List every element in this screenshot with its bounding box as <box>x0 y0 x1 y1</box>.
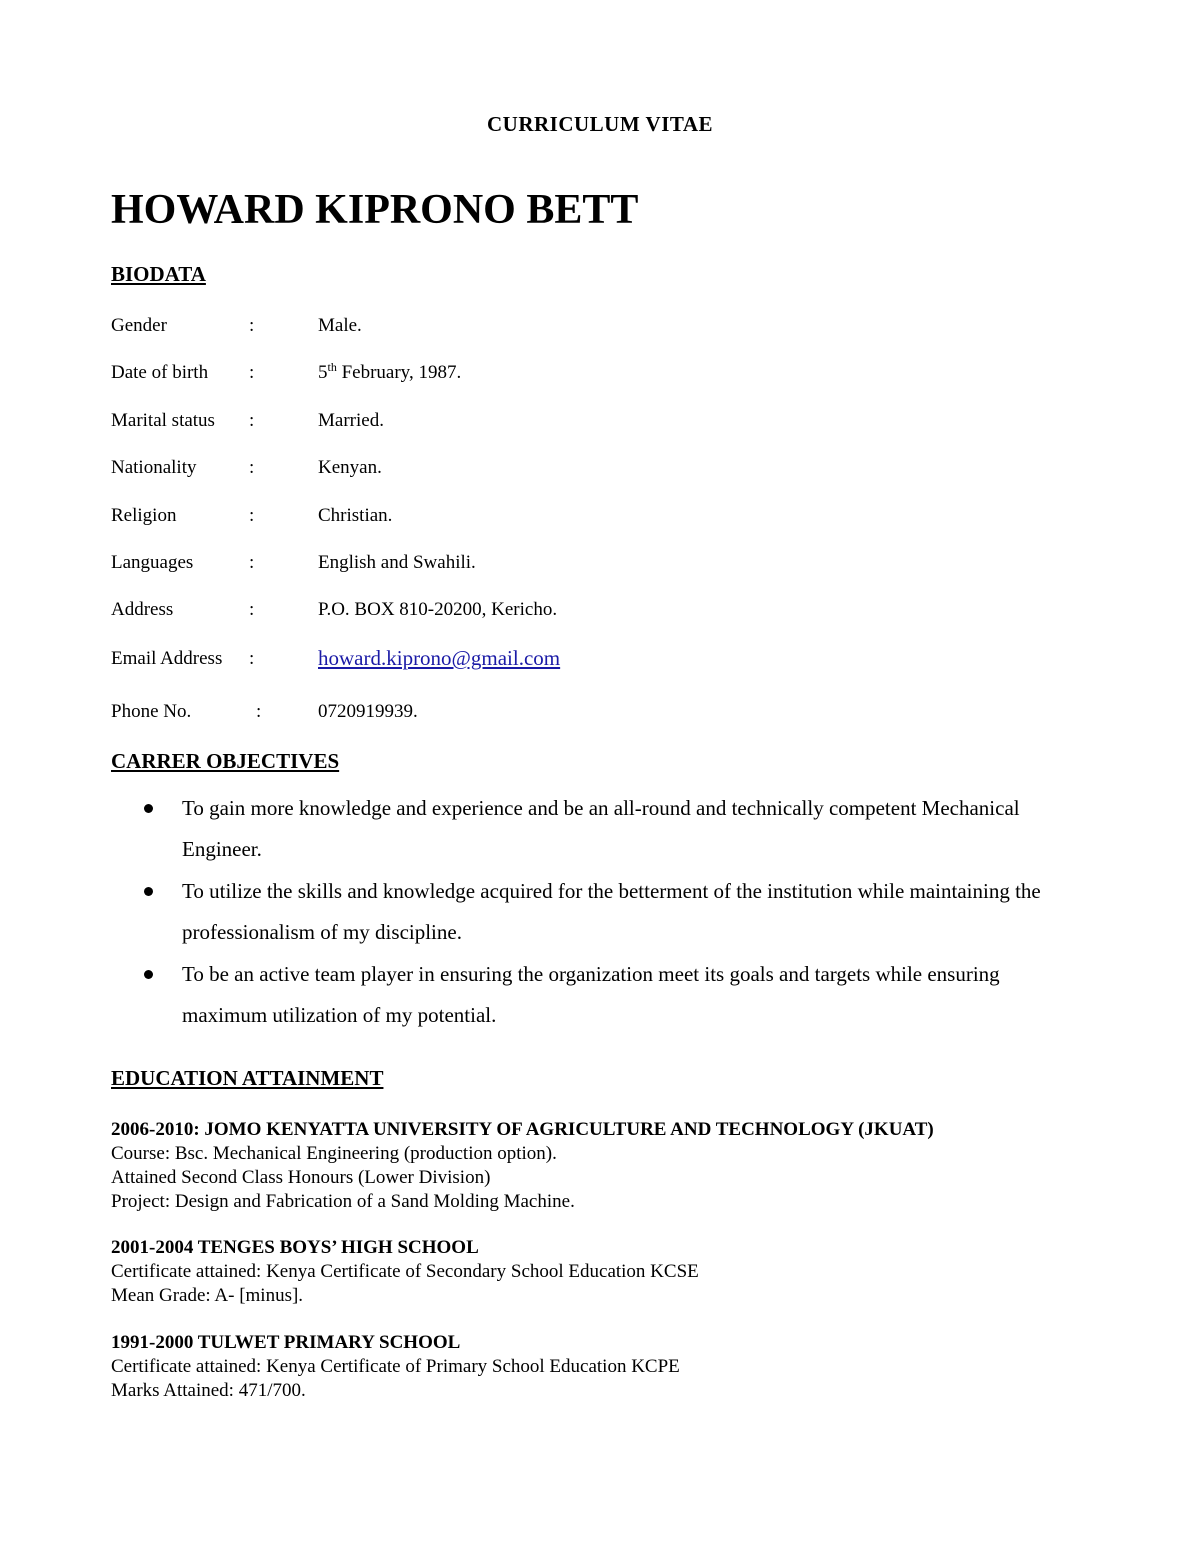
biodata-value: Christian. <box>318 505 393 526</box>
education-entry-line: Certificate attained: Kenya Certificate of Secondary School Education KCSE <box>111 1261 699 1282</box>
biodata-value: 0720919939. <box>318 701 418 722</box>
bullet-icon <box>144 804 153 813</box>
biodata-value <box>318 362 461 384</box>
biodata-heading: BIODATA <box>111 262 206 286</box>
education-heading: EDUCATION ATTAINMENT <box>111 1066 384 1090</box>
objective-item <box>111 871 1051 953</box>
biodata-value: Kenyan. <box>318 457 382 478</box>
biodata-separator: : <box>256 701 262 722</box>
biodata-separator: : <box>249 505 255 526</box>
biodata-label: Email Address <box>111 648 223 669</box>
biodata-label: Phone No. <box>111 701 192 722</box>
biodata-row-religion <box>111 505 1011 531</box>
biodata-separator: : <box>249 362 255 383</box>
education-entry-line: Project: Design and Fabrication of a Sand Molding Machine. <box>111 1191 575 1212</box>
biodata-row-nationality <box>111 457 1011 483</box>
education-entry-primary-school <box>111 1331 680 1403</box>
biodata-label: Gender <box>111 315 167 336</box>
applicant-name: HOWARD KIPRONO BETT <box>111 187 639 233</box>
bullet-icon <box>144 970 153 979</box>
biodata-separator: : <box>249 599 255 620</box>
birth-day: 5 <box>318 362 328 383</box>
email-link[interactable]: howard.kiprono@gmail.com <box>318 646 561 670</box>
biodata-value: English and Swahili. <box>318 552 476 573</box>
birth-month-year: February, 1987. <box>336 362 462 383</box>
biodata-row-address <box>111 599 1011 625</box>
education-entry-line: Course: Bsc. Mechanical Engineering (production option). <box>111 1143 557 1164</box>
biodata-row-email <box>111 648 1011 674</box>
biodata-row-marital-status <box>111 410 1011 436</box>
biodata-separator: : <box>249 410 255 431</box>
objective-item <box>111 954 1051 1036</box>
biodata-label: Languages <box>111 552 194 573</box>
objective-text: To be an active team player in ensuring the organization meet its goals and targets while ensuring maximum utilization of my potential. <box>182 962 1000 1027</box>
biodata-label: Nationality <box>111 457 197 478</box>
objectives-list <box>111 788 1051 1037</box>
education-entry-line: Certificate attained: Kenya Certificate of Primary School Education KCPE <box>111 1356 680 1377</box>
biodata-row-gender <box>111 315 1011 341</box>
education-entry-line: Attained Second Class Honours (Lower Division) <box>111 1167 491 1188</box>
biodata-label: Religion <box>111 505 177 526</box>
education-entry-title: 1991-2000 TULWET PRIMARY SCHOOL <box>111 1332 461 1353</box>
education-entry-title: 2006-2010: JOMO KENYATTA UNIVERSITY OF AGRICULTURE AND TECHNOLOGY (JKUAT) <box>111 1119 934 1140</box>
objective-text: To utilize the skills and knowledge acquired for the betterment of the institution while maintaining the professionalism of my discipline. <box>182 879 1041 944</box>
education-entry-line: Mean Grade: A- [minus]. <box>111 1285 304 1306</box>
biodata-row-languages <box>111 552 1011 578</box>
biodata-label: Address <box>111 599 174 620</box>
biodata-value: Male. <box>318 315 362 336</box>
objectives-heading: CARRER OBJECTIVES <box>111 749 340 773</box>
birth-day-suffix: th <box>327 360 337 374</box>
education-entry-university <box>111 1118 934 1214</box>
biodata-row-phone <box>111 701 1011 727</box>
education-entry-line: Marks Attained: 471/700. <box>111 1380 306 1401</box>
biodata-label: Date of birth <box>111 362 209 383</box>
biodata-separator: : <box>249 648 255 669</box>
education-entry-title: 2001-2004 TENGES BOYS’ HIGH SCHOOL <box>111 1237 479 1258</box>
biodata-value: P.O. BOX 810-20200, Kericho. <box>318 599 558 620</box>
document-title: CURRICULUM VITAE <box>487 112 713 136</box>
biodata-value: Married. <box>318 410 384 431</box>
education-entry-high-school <box>111 1236 699 1308</box>
biodata-separator: : <box>249 457 255 478</box>
biodata-label: Marital status <box>111 410 215 431</box>
biodata-row-date-of-birth <box>111 362 1011 388</box>
bullet-icon <box>144 887 153 896</box>
biodata-separator: : <box>249 552 255 573</box>
objective-item <box>111 788 1051 870</box>
biodata-value <box>318 646 560 671</box>
objective-text: To gain more knowledge and experience and be an all-round and technically competent Mechanical Engineer. <box>182 796 1020 861</box>
biodata-separator: : <box>249 315 255 336</box>
